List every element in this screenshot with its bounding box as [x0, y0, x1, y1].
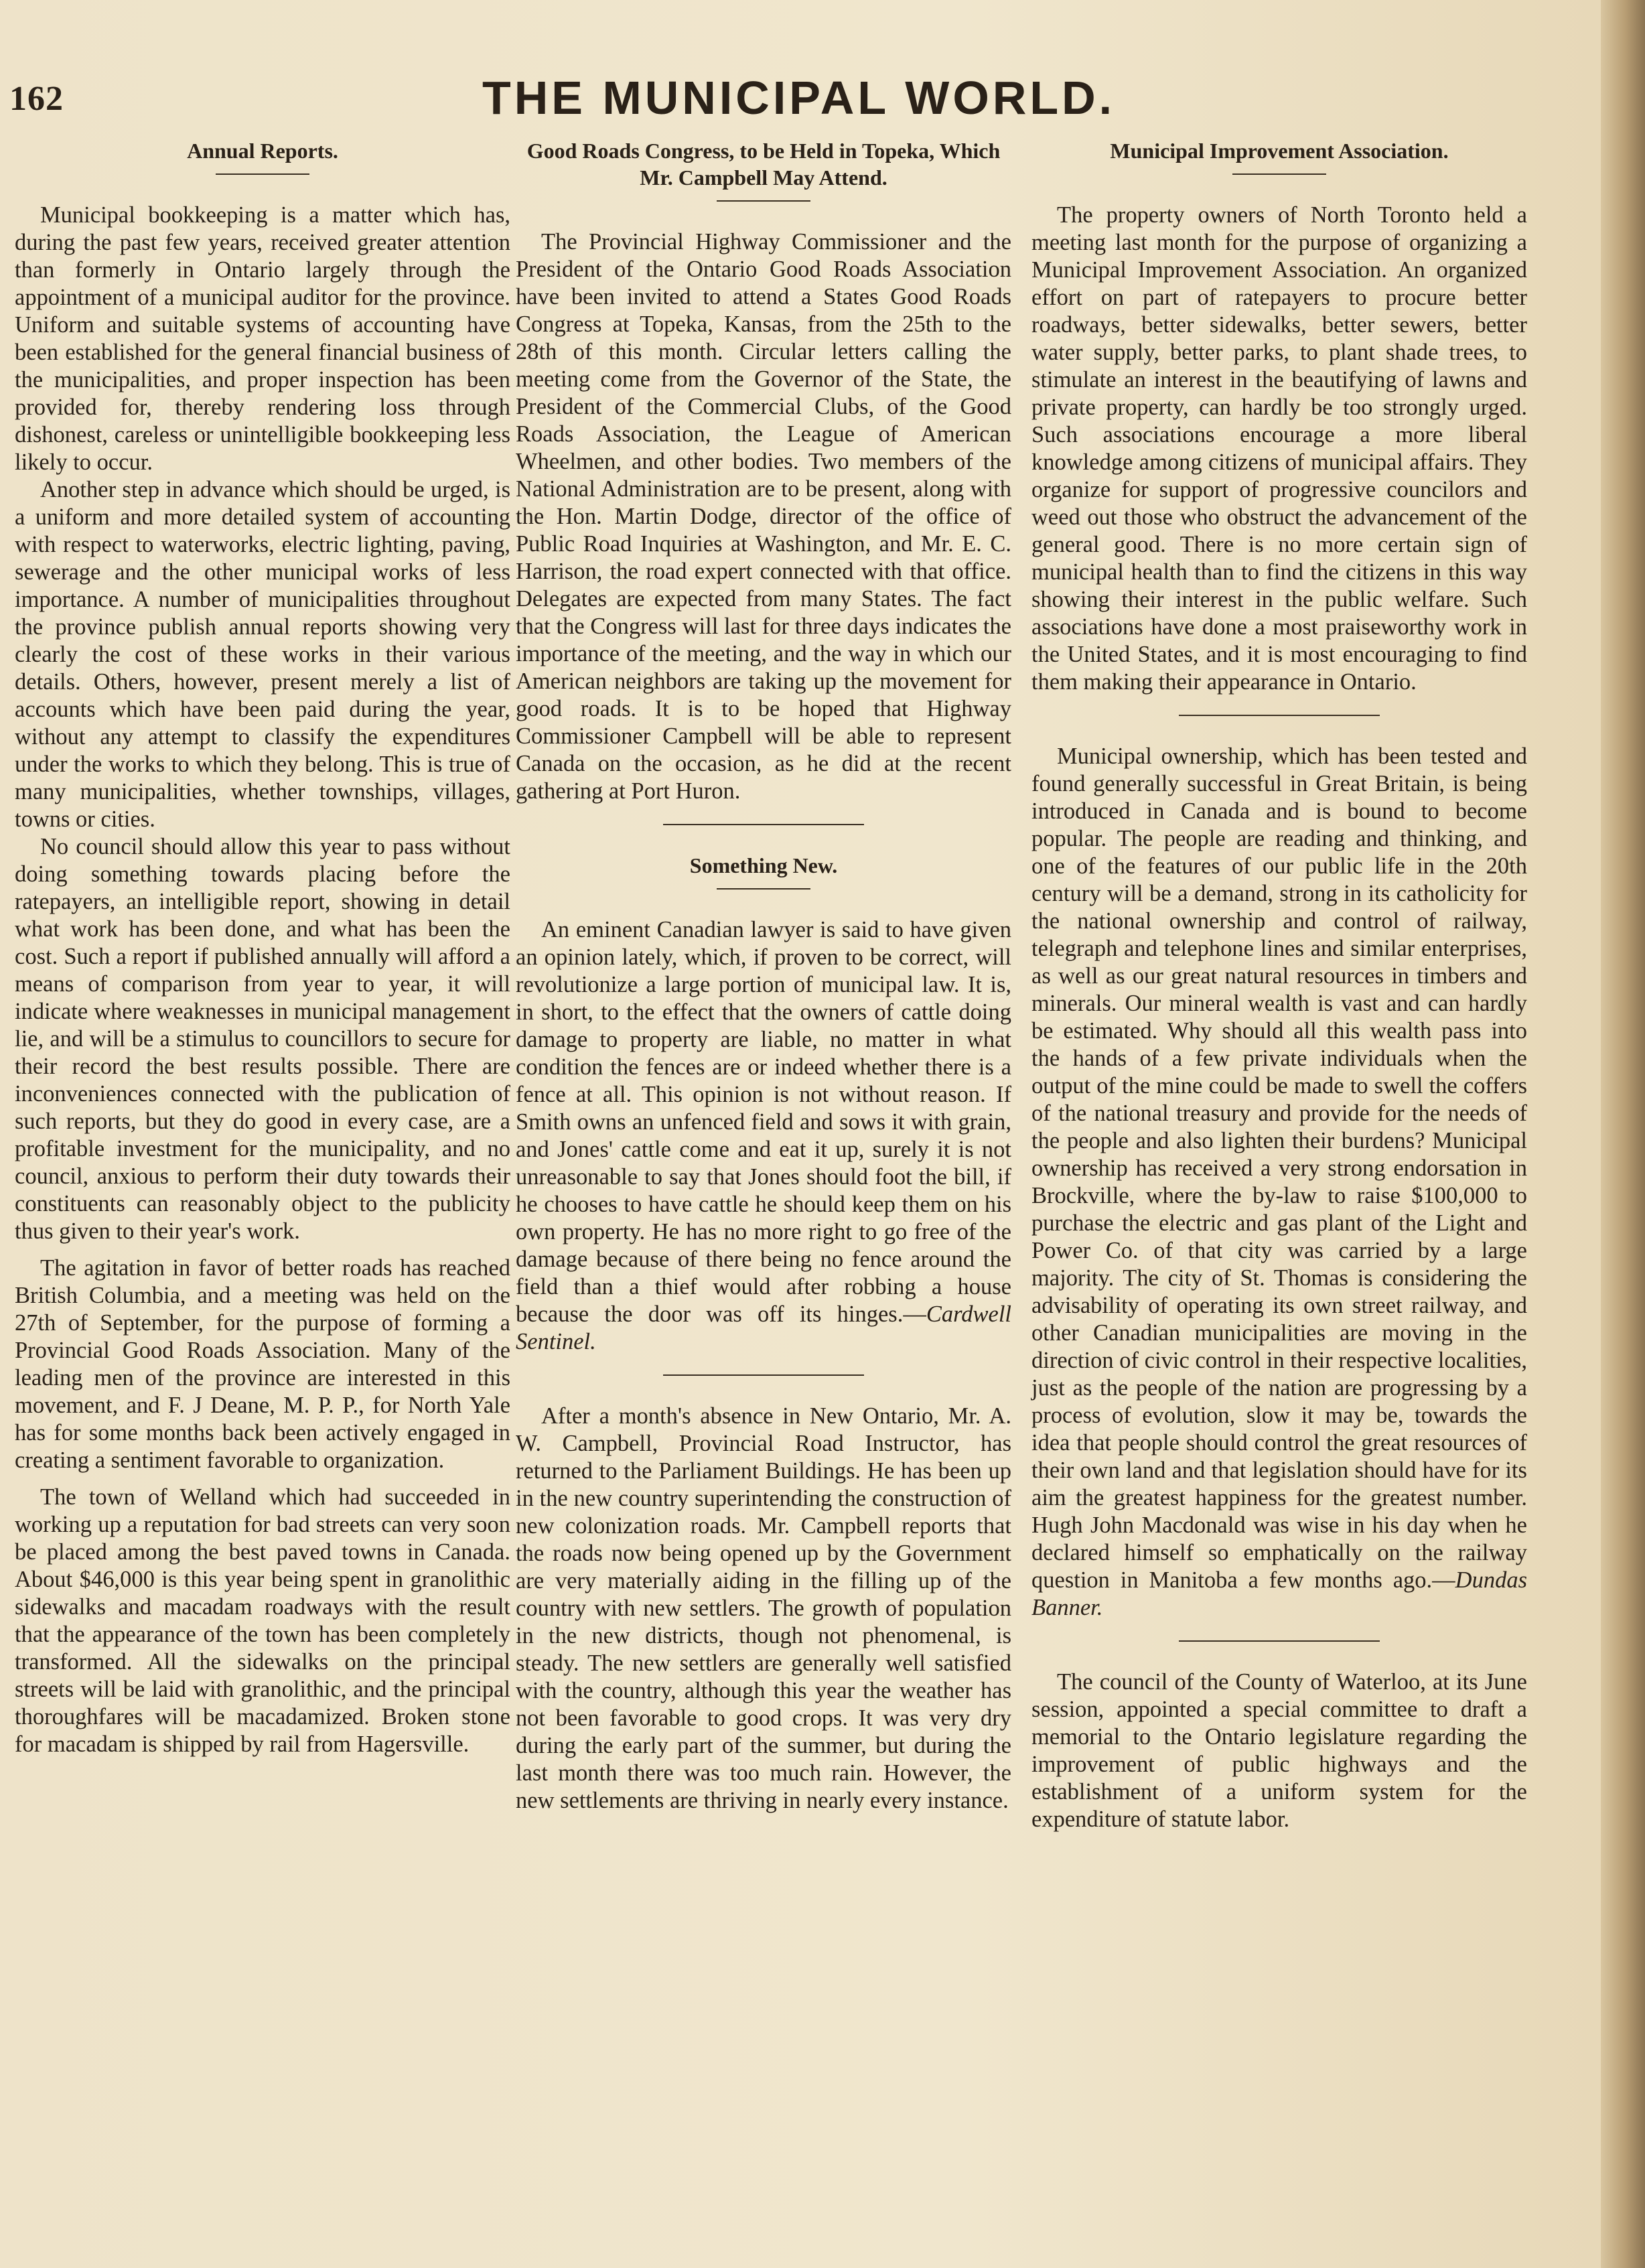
- divider: [663, 1374, 864, 1376]
- article-welland: [15, 1484, 510, 1758]
- article-something-new: [516, 852, 1011, 1356]
- article-good-roads-bc: [15, 1255, 510, 1474]
- source-credit: Cardwell Sentinel.: [516, 1301, 1011, 1354]
- source-credit: Dundas Banner.: [1031, 1567, 1527, 1620]
- page-number: 162: [9, 80, 64, 118]
- article-municipal-ownership: [1031, 743, 1527, 1622]
- divider: [663, 824, 864, 825]
- column-3: [1031, 137, 1527, 1843]
- article-annual-reports: [15, 137, 510, 1245]
- paragraph: No council should allow this year to pass without doing something towards placing before the ratepayers, an intelligible report, showing in detail what work has been done, and what has been the cost. Such a report if published annually will afford a means of comparison from year to year, it will indicate where weaknesses in municipal management lie, and will be a stimulus to councillors to secure for their record the best results possible. There are inconveniences connected with the publication of such reports, but they do good in every case, are a profitable investment for the municipality, and no council, anxious to perform their duty towards their constituents can reasonably object to the publicity thus given to their year's work.: [15, 834, 510, 1244]
- article-improvement-association: [1031, 137, 1527, 696]
- article-heading: Annual Reports.: [187, 139, 338, 163]
- paragraph: The town of Welland which had succeeded in working up a reputation for bad streets can very soon be placed among the best paved towns in Canada. About $46,000 is this year being spent in granolithic sidewalks and macadam roadways with the result that the appearance of the town has been completely transformed. All the sidewalks on the principal streets will be laid with granolithic, and the principal thoroughfares will be macadamized. Broken stone for macadam is shipped by rail from Hagersville.: [15, 1484, 510, 1757]
- divider: [216, 173, 309, 175]
- article-new-ontario: [516, 1403, 1011, 1815]
- paragraph: The Provincial Highway Commissioner and the President of the Ontario Good Roads Association have been invited to attend a States Good Roads Congress at Topeka, Kansas, from the 25th to the 28th of this month. Circular letters calling the meeting come from the Governor of the State, the President of the Commercial Clubs, of the Good Roads Association, the League of American Wheelmen, and other bodies. Two members of the National Administration are to be present, along with the Hon. Martin Dodge, director of the office of Public Road Inquiries at Washington, and Mr. E. C. Harrison, the road expert connected with that office. Delegates are expected from many States. The fact that the Congress will last for three days indicates the importance of the meeting, and the way in which our American neighbors are taking up the movement for good roads. It is to be hoped that Highway Commissioner Campbell will be able to represent Canada on the occasion, as he did at the recent gathering at Port Huron.: [516, 229, 1011, 804]
- column-2: [516, 137, 1011, 1824]
- article-topeka-congress: [516, 137, 1011, 805]
- article-heading: Municipal Improvement Association.: [1110, 139, 1449, 163]
- masthead-title: THE MUNICIPAL WORLD.: [482, 72, 1116, 124]
- paragraph-text: Municipal ownership, which has been tested and found generally successful in Great Britain, is being introduced in Canada and is bound to become popular. The people are reading and thinking, and one of the features of our public life in the 20th century will be a demand, strong in its catholicity for the national ownership and control of railway, telegraph and telephone lines and similar enterprises, as well as our great natural resources in timbers and minerals. Our mineral wealth is vast and can hardly be estimated. Why should all this wealth pass into the hands of a few private individuals when the output of the mine could be made to swell the coffers of the national treasury and provide for the needs of the people and also lighten their burdens? Municipal ownership has received a very strong endorsation in Brockville, where the by-law to raise $100,000 to purchase the electric and gas plant of the Light and Power Co. of that city was carried by a large majority. The city of St. Thomas is considering the advisability of operating its own street railway, and other Canadian municipalities are moving in the direction of civic control in their respective localities, just as the people of the nation are progressing by a process of evolution, slow it may be, towards the idea that people should control the great resources of their own land and that legislation should have for its aim the greatest happiness for the greatest number. Hugh John Macdonald was wise in his day when he declared himself so emphatically on the railway question in Manitoba a few months ago.—: [1031, 743, 1527, 1593]
- paragraph: The agitation in favor of better roads has reached British Columbia, and a meeting was held on the 27th of September, for the purpose of forming a Provincial Good Roads Association. Many of the leading men of the province are interested in this movement, and F. J Deane, M. P. P., for North Yale has for some months back been actively engaged in creating a sentiment favorable to organization.: [15, 1255, 510, 1473]
- paragraph: [516, 916, 1011, 1356]
- page-header: [0, 67, 1601, 124]
- book-spine-edge: [1601, 0, 1645, 2268]
- article-waterloo: [1031, 1669, 1527, 1833]
- article-heading: Something New.: [689, 853, 838, 877]
- divider: [717, 200, 810, 202]
- divider: [717, 888, 810, 890]
- divider: [1179, 1640, 1380, 1642]
- paragraph: After a month's absence in New Ontario, Mr. A. W. Campbell, Provincial Road Instructor, has returned to the Parliament Buildings. He has been up in the new country superintending the construction of new colonization roads. Mr. Campbell reports that the roads now being opened up by the Government are very materially aiding in the filling up of the country with new settlers. The growth of population in the new districts, though not phenomenal, is steady. The new settlers are generally well satisfied with the country, although this year the weather has not been favorable to good crops. It was very dry during the early part of the summer, but during the last month there was too much rain. However, the new settlements are thriving in nearly every instance.: [516, 1403, 1011, 1813]
- paragraph: Another step in advance which should be urged, is a uniform and more detailed system of accounting with respect to waterworks, electric lighting, paving, sewerage and the other municipal works of less importance. A number of municipalities throughout the province publish annual reports showing very clearly the cost of these works in their various details. Others, however, present merely a list of accounts which have been paid during the year, without any attempt to classify the expenditures under the works to which they belong. This is true of many municipalities, whether townships, villages, towns or cities.: [15, 477, 510, 832]
- column-1: [15, 137, 510, 1768]
- paragraph: The council of the County of Waterloo, at its June session, appointed a special committee to draft a memorial to the Ontario legislature regarding the improvement of public highways and the establishment of a uniform system for the expenditure of statute labor.: [1031, 1669, 1527, 1832]
- paragraph: The property owners of North Toronto held a meeting last month for the purpose of organizing a Municipal Improvement Association. An organized effort on part of ratepayers to procure better roadways, better sidewalks, better sewers, better water supply, better parks, to plant shade trees, to stimulate an interest in the beautifying of lawns and private property, can hardly be too strongly urged. Such associations encourage a more liberal knowledge among citizens of municipal affairs. They organize for support of progressive councilors and weed out those who obstruct the advancement of the general good. There is no more certain sign of municipal health than to find the citizens in this way showing their interest in the public welfare. Such associations have done a most praiseworthy work in the United States, and it is most encouraging to find them making their appearance in Ontario.: [1031, 202, 1527, 695]
- article-heading: Good Roads Congress, to be Held in Topeka, Which Mr. Campbell May Attend.: [526, 139, 1001, 190]
- paragraph: [1031, 743, 1527, 1622]
- paragraph: Municipal bookkeeping is a matter which has, during the past few years, received greater attention than formerly in Ontario largely through the appointment of a municipal auditor for the province. Uniform and suitable systems of accounting have been established for the general financial business of the municipalities, and proper inspection has been provided for, thereby rendering loss through dishonest, careless or unintelligible bookkeeping less likely to occur.: [15, 202, 510, 475]
- divider: [1232, 173, 1326, 175]
- paragraph-text: An eminent Canadian lawyer is said to have given an opinion lately, which, if proven to be correct, will revolutionize a large portion of municipal law. It is, in short, to the effect that the owners of cattle doing damage to property are liable, no matter in what condition the fences are or indeed whether there is a fence at all. This opinion is not without reason. If Smith owns an unfenced field and sows it with grain, and Jones' cattle come and eat it up, surely it is not unreasonable to say that Jones should foot the bill, if he chooses to have cattle he should keep them on his own property. He has no more right to go free of the damage because of there being no fence around the field than a thief would after robbing a house because the door was off its hinges.—: [516, 917, 1011, 1327]
- divider: [1179, 715, 1380, 716]
